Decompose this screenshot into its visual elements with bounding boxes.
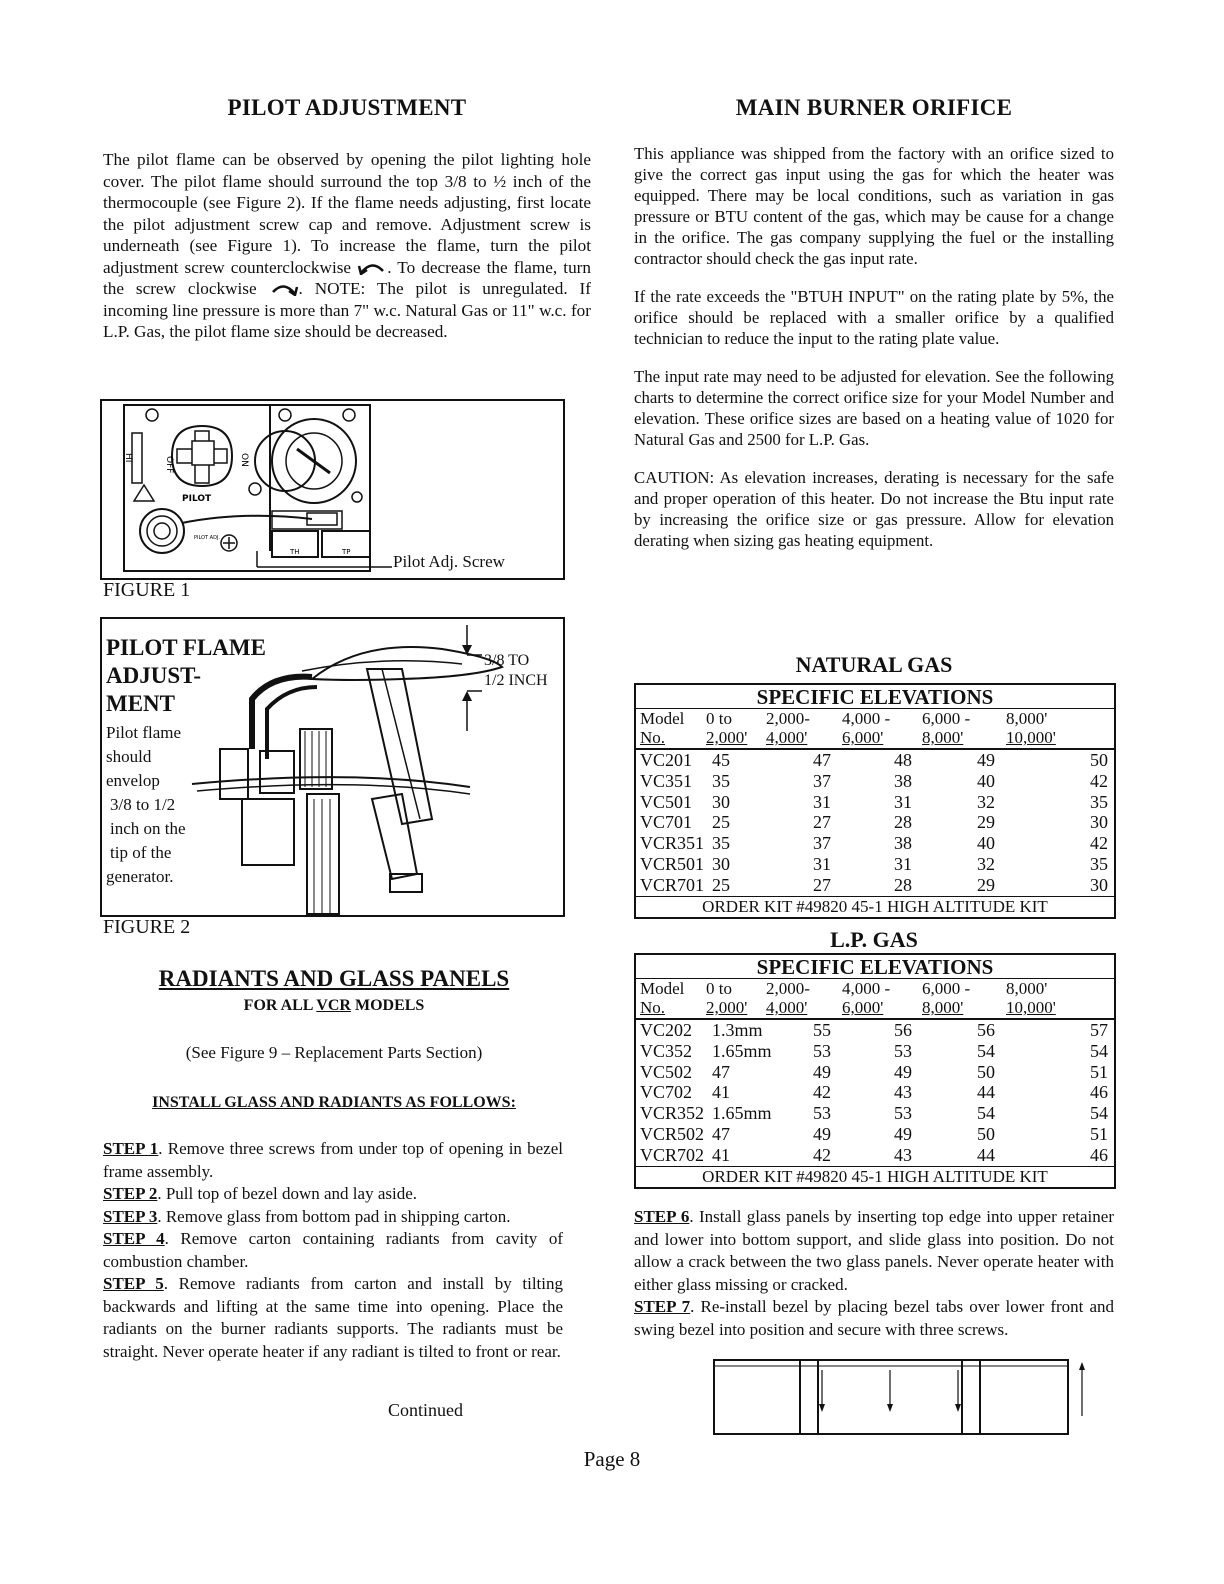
table-row: VC502 47 49 49 50 51 bbox=[640, 1061, 1108, 1082]
table-row: VCR501 30 31 31 32 35 bbox=[640, 853, 1108, 874]
valve-off-label: OFF bbox=[164, 456, 174, 474]
table-row: VC702 41 42 43 44 46 bbox=[640, 1082, 1108, 1103]
radiants-title: RADIANTS AND GLASS PANELS bbox=[158, 966, 510, 991]
step-2: STEP 2. Pull top of bezel down and lay aside. bbox=[103, 1184, 418, 1203]
lp-gas-table bbox=[634, 953, 1116, 1189]
dimension-label-line-2: 1/2 INCH bbox=[484, 672, 548, 689]
figure-2-label: FIGURE 2 bbox=[103, 916, 191, 938]
valve-on-label: ON bbox=[239, 453, 249, 467]
figure-2-title-line-3: MENT bbox=[106, 691, 175, 716]
right-column bbox=[634, 95, 1114, 568]
table-row: VCR351 35 37 38 40 42 bbox=[640, 833, 1108, 854]
figure-2 bbox=[100, 617, 565, 917]
step-1: STEP 1. Remove three screws from under top of opening in bezel frame assembly. bbox=[103, 1139, 563, 1181]
table-row: VCR702 41 42 43 44 46 bbox=[640, 1144, 1108, 1165]
page-number: Page 8 bbox=[583, 1447, 641, 1471]
lp-gas-table-footer: ORDER KIT #49820 45-1 HIGH ALTITUDE KIT bbox=[636, 1166, 1114, 1187]
caution-paragraph: CAUTION: As elevation increases, derating is necessary for the safe and proper operation of this heater. Do not increase the Btu input rate by increasing the orifice size or gas pressure. Allow for elevation derating when sizing gas heating equipment. bbox=[634, 468, 1114, 550]
figure-2-desc-line-6: tip of the bbox=[110, 843, 172, 862]
pilot-knob-label: PILOT bbox=[182, 494, 212, 504]
figure-2-desc-line-1: Pilot flame bbox=[106, 723, 182, 742]
pilot-adj-small-label: PILOT ADJ. bbox=[194, 535, 221, 541]
lp-gas-header-row-1: Model 0 to 2,000- 4,000 - 6,000 - 8,000' bbox=[640, 979, 1048, 998]
table-row: VC501 30 31 31 32 35 bbox=[640, 791, 1108, 812]
table-row: VC352 1.65mm 53 53 54 54 bbox=[640, 1040, 1108, 1061]
lp-gas-title: L.P. GAS bbox=[830, 927, 918, 952]
orifice-paragraph-2: If the rate exceeds the "BTUH INPUT" on the rating plate by 5%, the orifice should be replaced with a smaller orifice by a qualified technician to reduce the input to the rating plate value. bbox=[634, 287, 1114, 348]
figure-2-desc-line-4: 3/8 to 1/2 bbox=[110, 795, 176, 814]
clockwise-arrow-icon bbox=[269, 280, 299, 296]
valve-hi-label: HI bbox=[123, 453, 133, 463]
glass-steps bbox=[634, 1206, 1114, 1341]
figure-2-title-line-2: ADJUST- bbox=[106, 663, 202, 688]
natural-gas-title: NATURAL GAS bbox=[795, 652, 953, 677]
lp-gas-header-row-2: No. 2,000' 4,000' 6,000' 8,000' 10,000' bbox=[636, 998, 1114, 1020]
orifice-paragraph-1: This appliance was shipped from the factory with an orifice sized to give the correct gas input using the gas for which the heater was equipped. There may be local conditions, such as variation in gas pressure or BTU content of the gas, which may be cause for a change in the orifice. The gas company supplying the fuel or the installing contractor should check the gas input rate. bbox=[634, 144, 1114, 268]
install-steps bbox=[103, 1138, 563, 1363]
figure-2-desc-line-5: inch on the bbox=[110, 819, 186, 838]
figure-1 bbox=[100, 399, 565, 580]
bezel-diagram bbox=[712, 1356, 1092, 1440]
main-burner-orifice-title: MAIN BURNER ORIFICE bbox=[735, 95, 1013, 120]
th-terminal-label: TH bbox=[290, 548, 300, 556]
step-4: STEP 4. Remove carton containing radiants from cavity of combustion chamber. bbox=[103, 1229, 563, 1271]
natural-gas-table bbox=[634, 683, 1116, 919]
pilot-adj-screw-label: Pilot Adj. Screw bbox=[393, 552, 505, 571]
counterclockwise-arrow-icon bbox=[357, 259, 387, 275]
step-7: STEP 7. Re-install bezel by placing bezel tabs over lower front and swing bezel into position and secure with three screws. bbox=[634, 1297, 1114, 1339]
natural-gas-header-row-1: Model 0 to 2,000- 4,000 - 6,000 - 8,000' bbox=[640, 709, 1048, 728]
dimension-label-line-1: 3/8 TO bbox=[484, 652, 530, 669]
natural-gas-header-row-2: No. 2,000' 4,000' 6,000' 8,000' 10,000' bbox=[636, 728, 1114, 750]
figure-2-desc-line-3: envelop bbox=[106, 771, 160, 790]
lp-gas-table-header: SPECIFIC ELEVATIONS bbox=[636, 955, 1114, 979]
tp-terminal-label: TP bbox=[342, 548, 351, 556]
table-row: VC351 35 37 38 40 42 bbox=[640, 770, 1108, 791]
table-row: VC201 45 47 48 49 50 bbox=[640, 750, 1108, 770]
table-row: VCR352 1.65mm 53 53 54 54 bbox=[640, 1103, 1108, 1124]
figure-2-desc-line-7: generator. bbox=[106, 867, 174, 886]
continued-note: Continued bbox=[388, 1400, 463, 1420]
natural-gas-table-header: SPECIFIC ELEVATIONS bbox=[636, 685, 1114, 709]
step-5: STEP 5. Remove radiants from carton and install by tilting backwards and lifting at the same time into opening. Place the radiants on the burner radiants supports. The radiants must be straight. Never operate heater if any radiant is tilted to front or rear. bbox=[103, 1274, 563, 1361]
table-row: VCR502 47 49 49 50 51 bbox=[640, 1123, 1108, 1144]
table-row: VCR701 25 27 28 29 30 bbox=[640, 874, 1108, 895]
see-figure-note: (See Figure 9 – Replacement Parts Section) bbox=[185, 1043, 483, 1062]
table-row: VC701 25 27 28 29 30 bbox=[640, 812, 1108, 833]
pilot-adjustment-title: PILOT ADJUSTMENT bbox=[227, 95, 467, 120]
figure-2-title-line-1: PILOT FLAME bbox=[106, 635, 266, 660]
figure-2-desc-line-2: should bbox=[106, 747, 152, 766]
step-6: STEP 6. Install glass panels by inserting top edge into upper retainer and lower into bottom support, and slide glass into position. Do not allow a crack between the two glass panels. Never operate heater with either glass missing or cracked. bbox=[634, 1207, 1114, 1294]
natural-gas-table-footer: ORDER KIT #49820 45-1 HIGH ALTITUDE KIT bbox=[636, 896, 1114, 917]
orifice-paragraph-3: The input rate may need to be adjusted for elevation. See the following charts to determine the correct orifice size for your Model Number and elevation. These orifice sizes are based on a heating value of 1020 for Natural Gas and 2500 for L.P. Gas. bbox=[634, 367, 1114, 449]
figure-1-label: FIGURE 1 bbox=[103, 579, 191, 601]
radiants-subtitle: FOR ALL VCR MODELS bbox=[243, 997, 425, 1014]
left-column bbox=[103, 95, 591, 343]
table-row: VC202 1.3mm 55 56 56 57 bbox=[640, 1020, 1108, 1040]
pilot-adjustment-text: The pilot flame can be observed by opening the pilot lighting hole cover. The pilot flame should surround the top 3/8 to ½ inch of the thermocouple (see Figure 2). If the flame needs adjusting, first locate the pilot adjustment screw cap and remove. Adjustment screw is underneath (see Figure 1). To increase the flame, turn the pilot adjustment screw counterclockwise . To decrease the flame, turn the screw clockwise . NOTE: The pilot is unregulated. If incoming line pressure is more than 7" w.c. Natural Gas or 11" w.c. for L.P. Gas, the pilot flame size should be decreased. bbox=[103, 150, 592, 341]
install-heading: INSTALL GLASS AND RADIANTS AS FOLLOWS: bbox=[152, 1094, 516, 1111]
step-3: STEP 3. Remove glass from bottom pad in shipping carton. bbox=[103, 1206, 511, 1226]
